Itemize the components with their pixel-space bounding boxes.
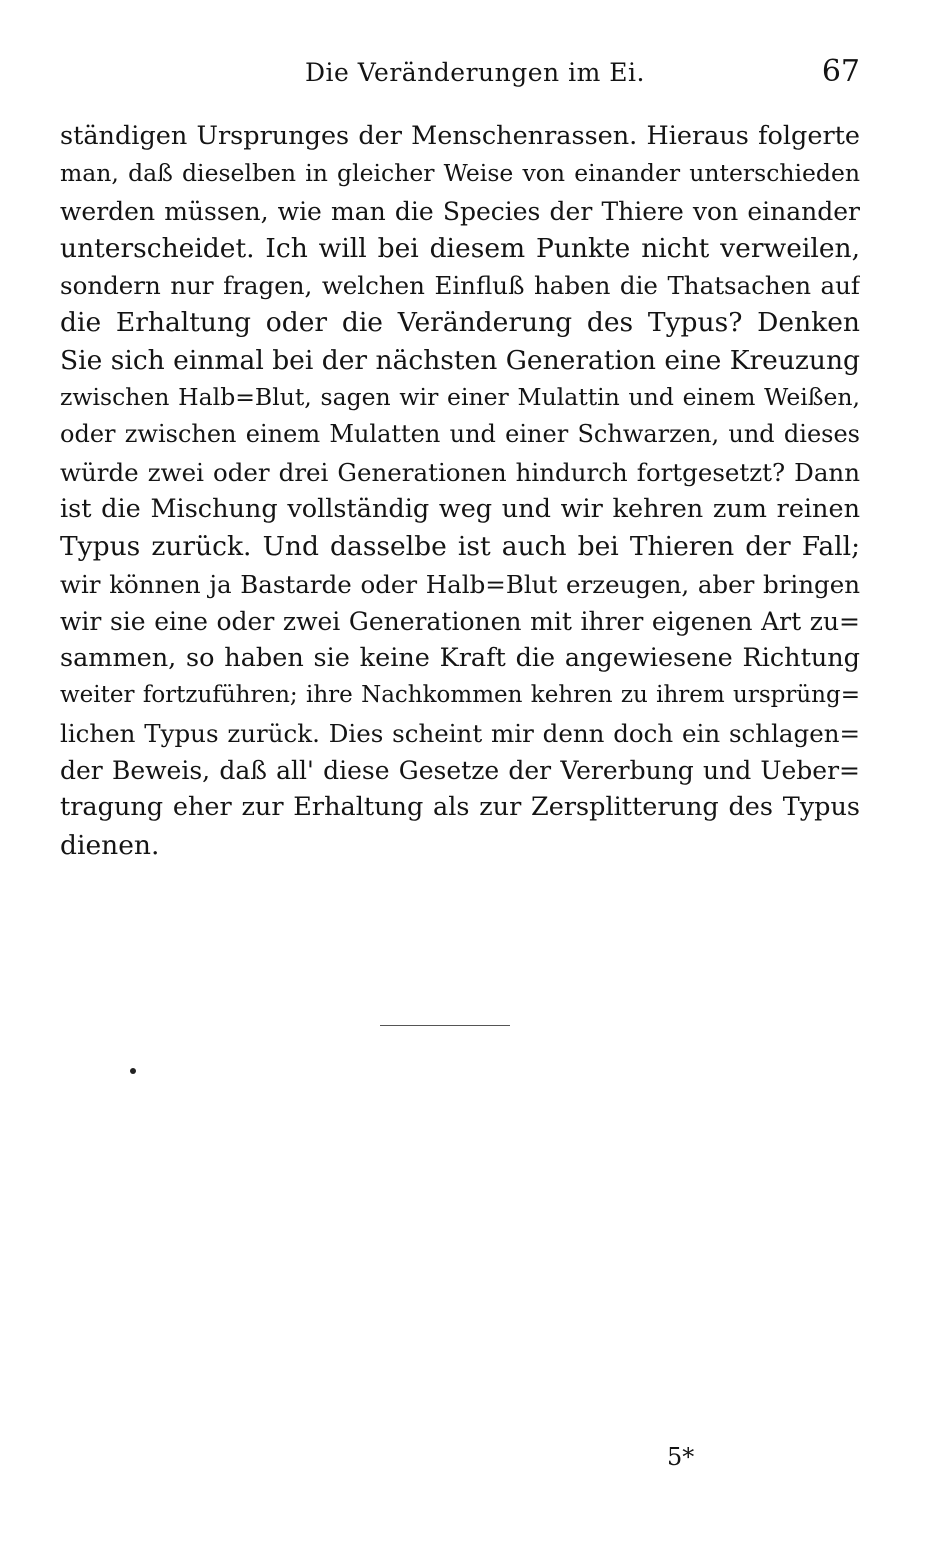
section-end-rule: [380, 1025, 510, 1026]
text-line: würde zwei oder drei Generationen hindurch fortgesetzt? Dann: [60, 457, 860, 487]
text-line: sondern nur fragen, welchen Einfluß haben die Thatsachen auf: [60, 271, 860, 301]
text-line: werden müssen, wie man die Species der Thiere von einander: [60, 196, 860, 226]
text-line: oder zwischen einem Mulatten und einer Schwarzen, und dieses: [60, 420, 860, 449]
text-line: man, daß dieselben in gleicher Weise von einander unterschieden: [60, 159, 860, 188]
text-line: zwischen Halb=Blut, sagen wir einer Mulattin und einem Weißen,: [60, 383, 860, 412]
text-line: Sie sich einmal bei der nächsten Generation eine Kreuzung: [60, 344, 860, 376]
text-line: sammen, so haben sie keine Kraft die angewiesene Richtung: [60, 643, 860, 674]
text-line: wir können ja Bastarde oder Halb=Blut erzeugen, aber bringen: [60, 569, 860, 599]
text-line: Typus zurück. Und dasselbe ist auch bei Thieren der Fall;: [60, 531, 860, 563]
text-line: ständigen Ursprunges der Menschenrassen. Hieraus folgerte: [60, 121, 860, 151]
running-head: [60, 54, 860, 98]
text-line: lichen Typus zurück. Dies scheint mir denn doch ein schlagen=: [60, 718, 860, 748]
text-line-final: dienen.: [60, 829, 160, 861]
body-text: [60, 118, 860, 864]
ink-speck: [130, 1068, 136, 1074]
text-line: ist die Mischung vollständig weg und wir kehren zum reinen: [60, 493, 860, 524]
text-line: unterscheidet. Ich will bei diesem Punkte nicht verweilen,: [60, 232, 860, 264]
page-number: 67: [821, 54, 860, 89]
text-line: wir sie eine oder zwei Generationen mit ihrer eigenen Art zu=: [60, 606, 860, 636]
text-line: weiter fortzuführen; ihre Nachkommen kehren zu ihrem ursprüng=: [60, 682, 860, 709]
printer-signature-mark: 5*: [667, 1443, 695, 1471]
text-line: die Erhaltung oder die Veränderung des Typus? Denken: [60, 307, 860, 339]
running-title: Die Veränderungen im Ei.: [305, 58, 645, 87]
text-line: tragung eher zur Erhaltung als zur Zersplitterung des Typus: [60, 792, 860, 823]
text-line: der Beweis, daß all' diese Gesetze der Vererbung und Ueber=: [60, 756, 860, 786]
